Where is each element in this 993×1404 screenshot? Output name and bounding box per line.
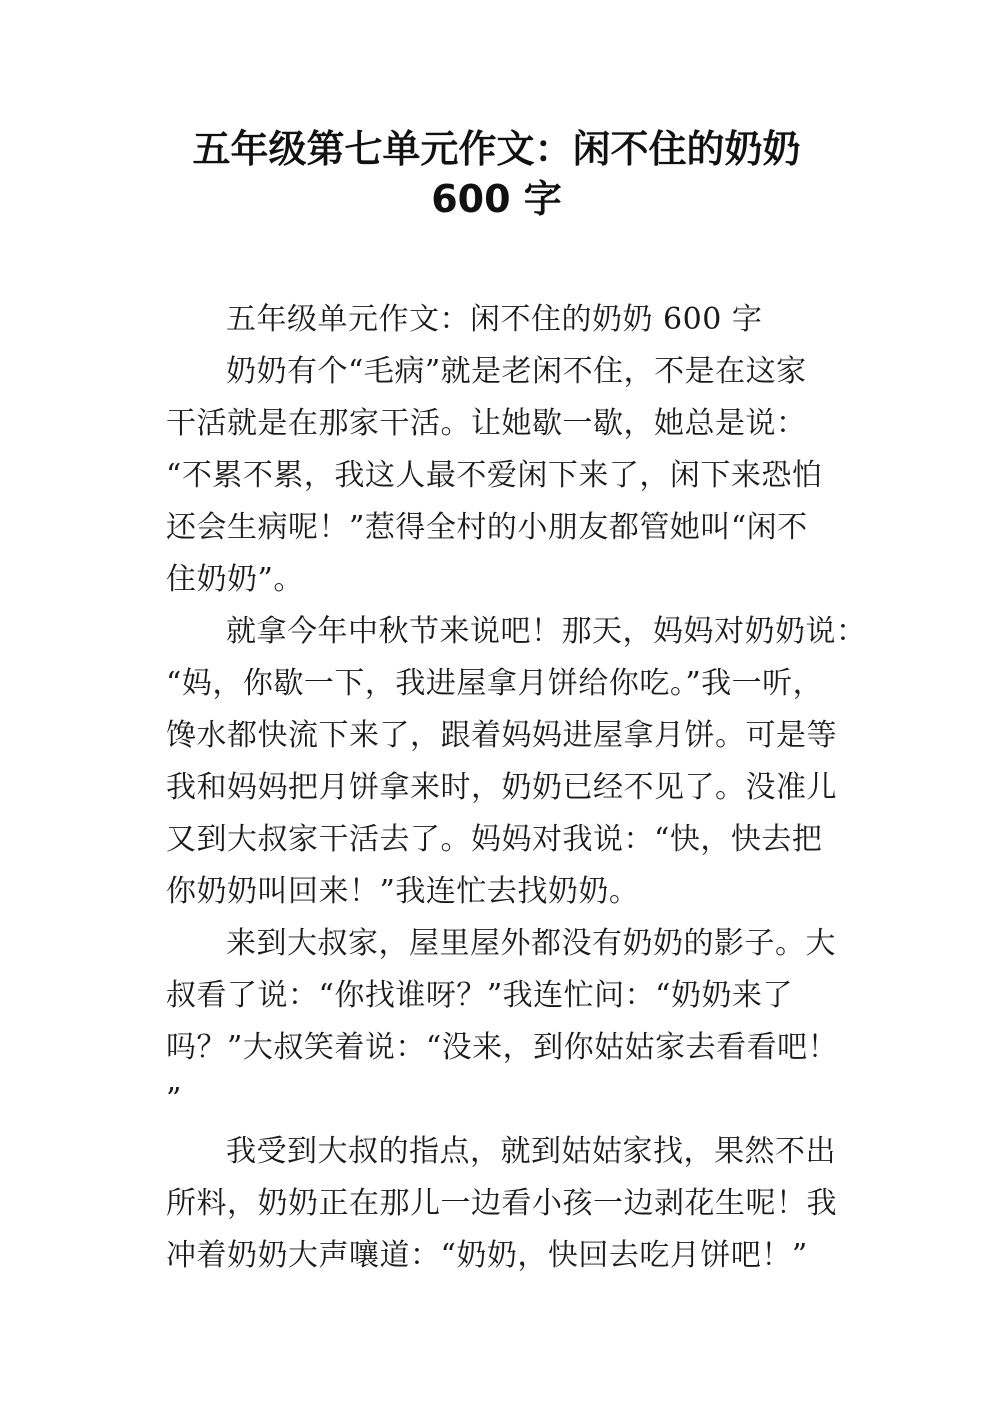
paragraph-line: 冲着奶奶大声嚷道：“奶奶，快回去吃月饼吧！” xyxy=(166,1238,808,1273)
paragraph-line: 所料，奶奶正在那儿一边看小孩一边剥花生呢！我 xyxy=(166,1186,837,1221)
subtitle-line: 五年级单元作文：闲不住的奶奶 600 字 xyxy=(226,302,763,337)
paragraph-line: 还会生病呢！”惹得全村的小朋友都管她叫“闲不 xyxy=(166,510,808,545)
paragraph-line: “不累不累，我这人最不爱闲下来了，闲下来恐怕 xyxy=(166,458,823,493)
document-title-line-2: 600 字 xyxy=(431,177,562,221)
paragraph-line: 吗？”大叔笑着说：“没来，到你姑姑家去看看吧！ xyxy=(166,1030,839,1065)
paragraph-line: 馋水都快流下来了，跟着妈妈进屋拿月饼。可是等 xyxy=(166,718,837,753)
paragraph-line: 就拿今年中秋节来说吧！那天，妈妈对奶奶说： xyxy=(226,614,867,649)
paragraph-line: 住奶奶”。 xyxy=(166,562,304,597)
paragraph-line: 我和妈妈把月饼拿来时，奶奶已经不见了。没准儿 xyxy=(166,770,837,805)
paragraph-line: 来到大叔家，屋里屋外都没有奶奶的影子。大 xyxy=(226,926,836,961)
paragraph-line: 干活就是在那家干活。让她歇一歇，她总是说： xyxy=(166,406,807,441)
paragraph-line: 我受到大叔的指点，就到姑姑家找，果然不出 xyxy=(226,1134,836,1169)
paragraph-line: 又到大叔家干活去了。妈妈对我说：“快，快去把 xyxy=(166,822,823,857)
paragraph-line: 叔看了说：“你找谁呀？”我连忙问：“奶奶来了 xyxy=(166,978,794,1013)
paragraph-line: 奶奶有个“毛病”就是老闲不住，不是在这家 xyxy=(226,354,807,389)
paragraph-line: “妈，你歇一下，我进屋拿月饼给你吃。”我一听， xyxy=(166,666,824,701)
document-title-line-1: 五年级第七单元作文：闲不住的奶奶 xyxy=(192,127,801,171)
paragraph-line: 你奶奶叫回来！”我连忙去找奶奶。 xyxy=(166,874,640,909)
paragraph-line: ” xyxy=(166,1082,182,1117)
